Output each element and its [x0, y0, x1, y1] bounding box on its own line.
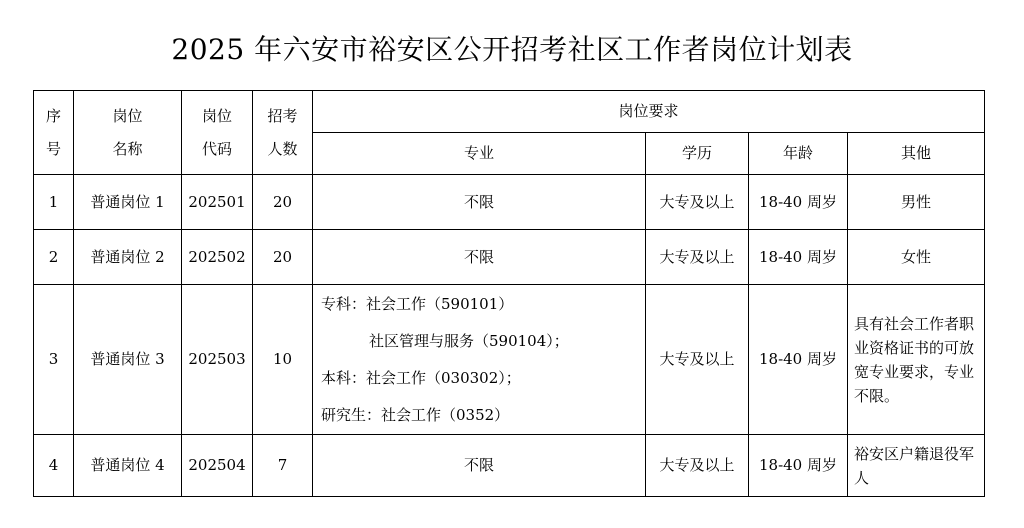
cell-age: 18-40 周岁 [749, 435, 848, 497]
cell-seq: 1 [34, 175, 74, 230]
cell-recruit-count: 20 [253, 230, 313, 285]
cell-other: 女性 [848, 230, 985, 285]
cell-seq: 2 [34, 230, 74, 285]
cell-education: 大专及以上 [646, 435, 749, 497]
header-recruit-count: 招考 人数 [253, 91, 313, 175]
cell-education: 大专及以上 [646, 175, 749, 230]
cell-other: 男性 [848, 175, 985, 230]
cell-position-code: 202502 [182, 230, 253, 285]
cell-position-name: 普通岗位 1 [74, 175, 182, 230]
cell-major: 不限 [313, 230, 646, 285]
cell-major [313, 285, 646, 435]
cell-other: 具有社会工作者职业资格证书的可放宽专业要求，专业不限。 [848, 285, 985, 435]
header-position-name: 岗位 名称 [74, 91, 182, 175]
cell-position-name: 普通岗位 2 [74, 230, 182, 285]
header-position-code: 岗位 代码 [182, 91, 253, 175]
major-line-bachelor: 本科：社会工作（030302）； [321, 368, 521, 387]
cell-recruit-count: 10 [253, 285, 313, 435]
header-education: 学历 [646, 133, 749, 175]
page-title: 2025 年六安市裕安区公开招考社区工作者岗位计划表 [171, 33, 853, 66]
header-major: 专业 [313, 133, 646, 175]
header-other: 其他 [848, 133, 985, 175]
cell-major: 不限 [313, 435, 646, 497]
cell-age: 18-40 周岁 [749, 285, 848, 435]
major-line-graduate: 研究生：社会工作（0352） [321, 405, 510, 424]
position-plan-table [33, 90, 985, 497]
cell-recruit-count: 20 [253, 175, 313, 230]
cell-position-name: 普通岗位 4 [74, 435, 182, 497]
table-row [34, 435, 985, 497]
table-row [34, 285, 985, 435]
header-row-1 [34, 91, 985, 133]
major-line-associate-2: 社区管理与服务（590104）； [369, 331, 569, 350]
cell-education: 大专及以上 [646, 230, 749, 285]
cell-other: 裕安区户籍退役军人 [848, 435, 985, 497]
cell-seq: 3 [34, 285, 74, 435]
cell-age: 18-40 周岁 [749, 230, 848, 285]
header-requirements: 岗位要求 [313, 91, 985, 133]
cell-position-code: 202504 [182, 435, 253, 497]
cell-position-code: 202503 [182, 285, 253, 435]
cell-position-name: 普通岗位 3 [74, 285, 182, 435]
table-row [34, 175, 985, 230]
header-age: 年龄 [749, 133, 848, 175]
cell-education: 大专及以上 [646, 285, 749, 435]
cell-recruit-count: 7 [253, 435, 313, 497]
cell-age: 18-40 周岁 [749, 175, 848, 230]
cell-position-code: 202501 [182, 175, 253, 230]
cell-major: 不限 [313, 175, 646, 230]
table-row [34, 230, 985, 285]
header-seq: 序 号 [34, 91, 74, 175]
cell-seq: 4 [34, 435, 74, 497]
major-line-associate: 专科：社会工作（590101） [321, 294, 514, 313]
